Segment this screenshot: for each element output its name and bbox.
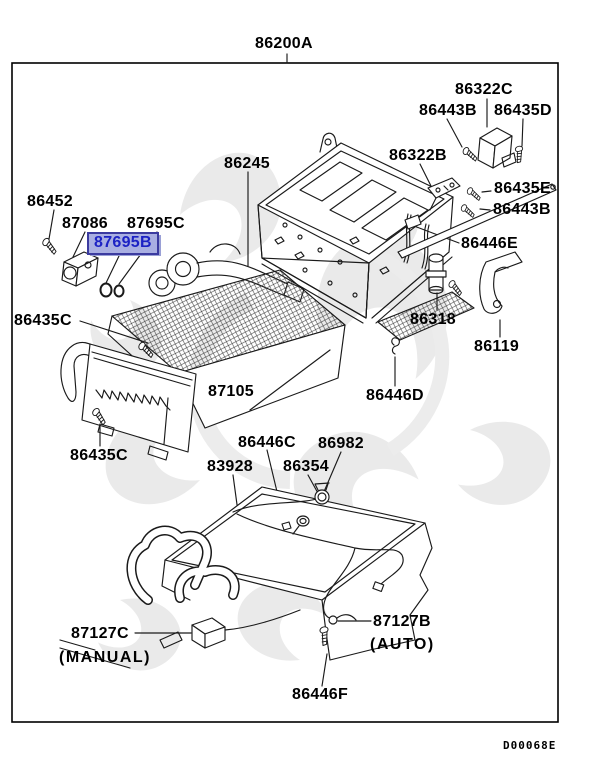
part-label-86982[interactable]: 86982 (318, 435, 364, 452)
part-label-87695b-highlighted[interactable]: 87695B (87, 232, 159, 255)
part-label-86443b-top[interactable]: 86443B (419, 102, 477, 119)
o-rings-drawing (101, 284, 124, 297)
note-manual: (MANUAL) (59, 649, 151, 666)
part-label-86322b[interactable]: 86322B (389, 147, 447, 164)
part-label-86119[interactable]: 86119 (474, 338, 520, 355)
part-label-86446f[interactable]: 86446F (292, 686, 349, 703)
part-label-86446c[interactable]: 86446C (238, 434, 296, 451)
part-label-86443b-right[interactable]: 86443B (493, 201, 551, 218)
part-label-86446e[interactable]: 86446E (461, 235, 518, 252)
part-label-87127b[interactable]: 87127B (373, 613, 431, 630)
part-label-86446d[interactable]: 86446D (366, 387, 424, 404)
assembly-label-86200a[interactable]: 86200A (255, 35, 313, 52)
diagram-code: D00068E (503, 739, 557, 752)
part-label-87086[interactable]: 87086 (62, 215, 108, 232)
part-label-86322c[interactable]: 86322C (455, 81, 513, 98)
valve-86318-drawing (426, 254, 465, 296)
part-label-87695c[interactable]: 87695C (127, 215, 185, 232)
hook-86446d-drawing (392, 338, 400, 354)
part-label-86435c-upper[interactable]: 86435C (14, 312, 72, 329)
note-auto: (AUTO) (370, 636, 435, 653)
part-label-86435d[interactable]: 86435D (494, 102, 552, 119)
part-label-86452[interactable]: 86452 (27, 193, 73, 210)
part-label-86354[interactable]: 86354 (283, 458, 329, 475)
part-label-86435c-lower[interactable]: 86435C (70, 447, 128, 464)
actuator-86322c-drawing (461, 128, 525, 168)
part-label-87105[interactable]: 87105 (208, 383, 254, 400)
part-label-83928[interactable]: 83928 (207, 458, 253, 475)
part-label-86318[interactable]: 86318 (410, 311, 456, 328)
part-label-86245[interactable]: 86245 (224, 155, 270, 172)
part-label-87127c[interactable]: 87127C (71, 625, 129, 642)
part-label-86435e[interactable]: 86435E (494, 180, 551, 197)
duct-86119-drawing (480, 252, 522, 313)
